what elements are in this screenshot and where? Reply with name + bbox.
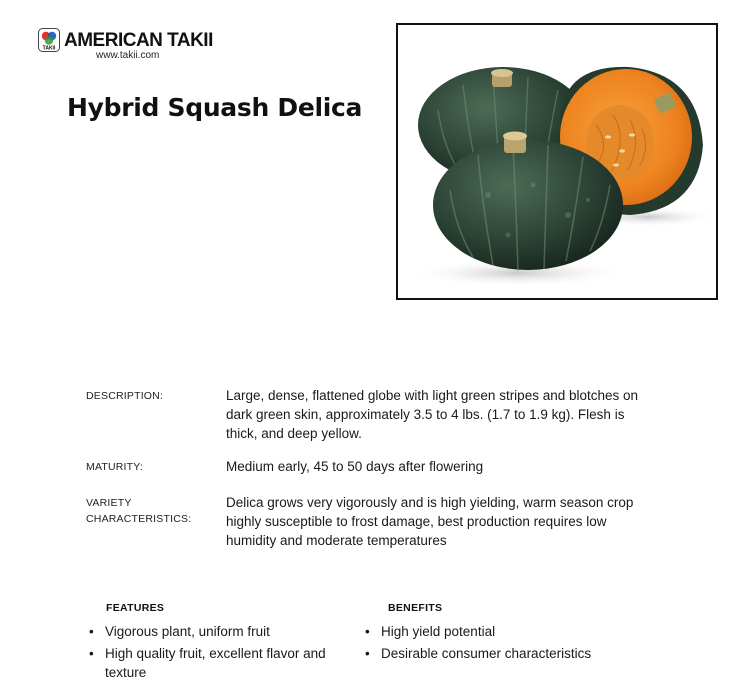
- spec-label: MATURITY:: [86, 461, 144, 473]
- list-item: • Vigorous plant, uniform fruit: [89, 622, 344, 641]
- spec-value: Large, dense, flattened globe with light green stripes and blotches on dark green skin, approximately 3.5 to 4 lbs. (1.7 to 1.9 kg). Flesh is thick, and deep yellow.: [226, 388, 639, 441]
- product-photo: [396, 23, 718, 300]
- list-item: • Desirable consumer characteristics: [365, 644, 665, 663]
- features-heading: FEATURES: [106, 602, 165, 614]
- squash-photo-icon: [398, 25, 716, 298]
- spec-label: VARIETY CHARACTERISTICS:: [86, 497, 192, 525]
- spec-value: Delica grows very vigorously and is high yielding, warm season crop highly susceptible to frost damage, best production requires low humidity and moderate temperatures: [226, 495, 634, 548]
- benefits-heading: BENEFITS: [388, 602, 443, 614]
- features-list: [89, 622, 344, 685]
- logo-mark-text: TAKII: [42, 45, 56, 52]
- brand-name: AMERICAN TAKII: [64, 30, 213, 51]
- takii-logo-icon: [38, 28, 60, 52]
- page-title: Hybrid Squash Delica: [67, 93, 363, 122]
- brand-url: www.takii.com: [96, 50, 160, 61]
- list-item: • High quality fruit, excellent flavor and texture: [89, 644, 344, 682]
- benefits-list: [365, 622, 665, 666]
- spec-value: Medium early, 45 to 50 days after flowering: [226, 459, 484, 474]
- list-item: • High yield potential: [365, 622, 665, 641]
- spec-label: DESCRIPTION:: [86, 390, 164, 402]
